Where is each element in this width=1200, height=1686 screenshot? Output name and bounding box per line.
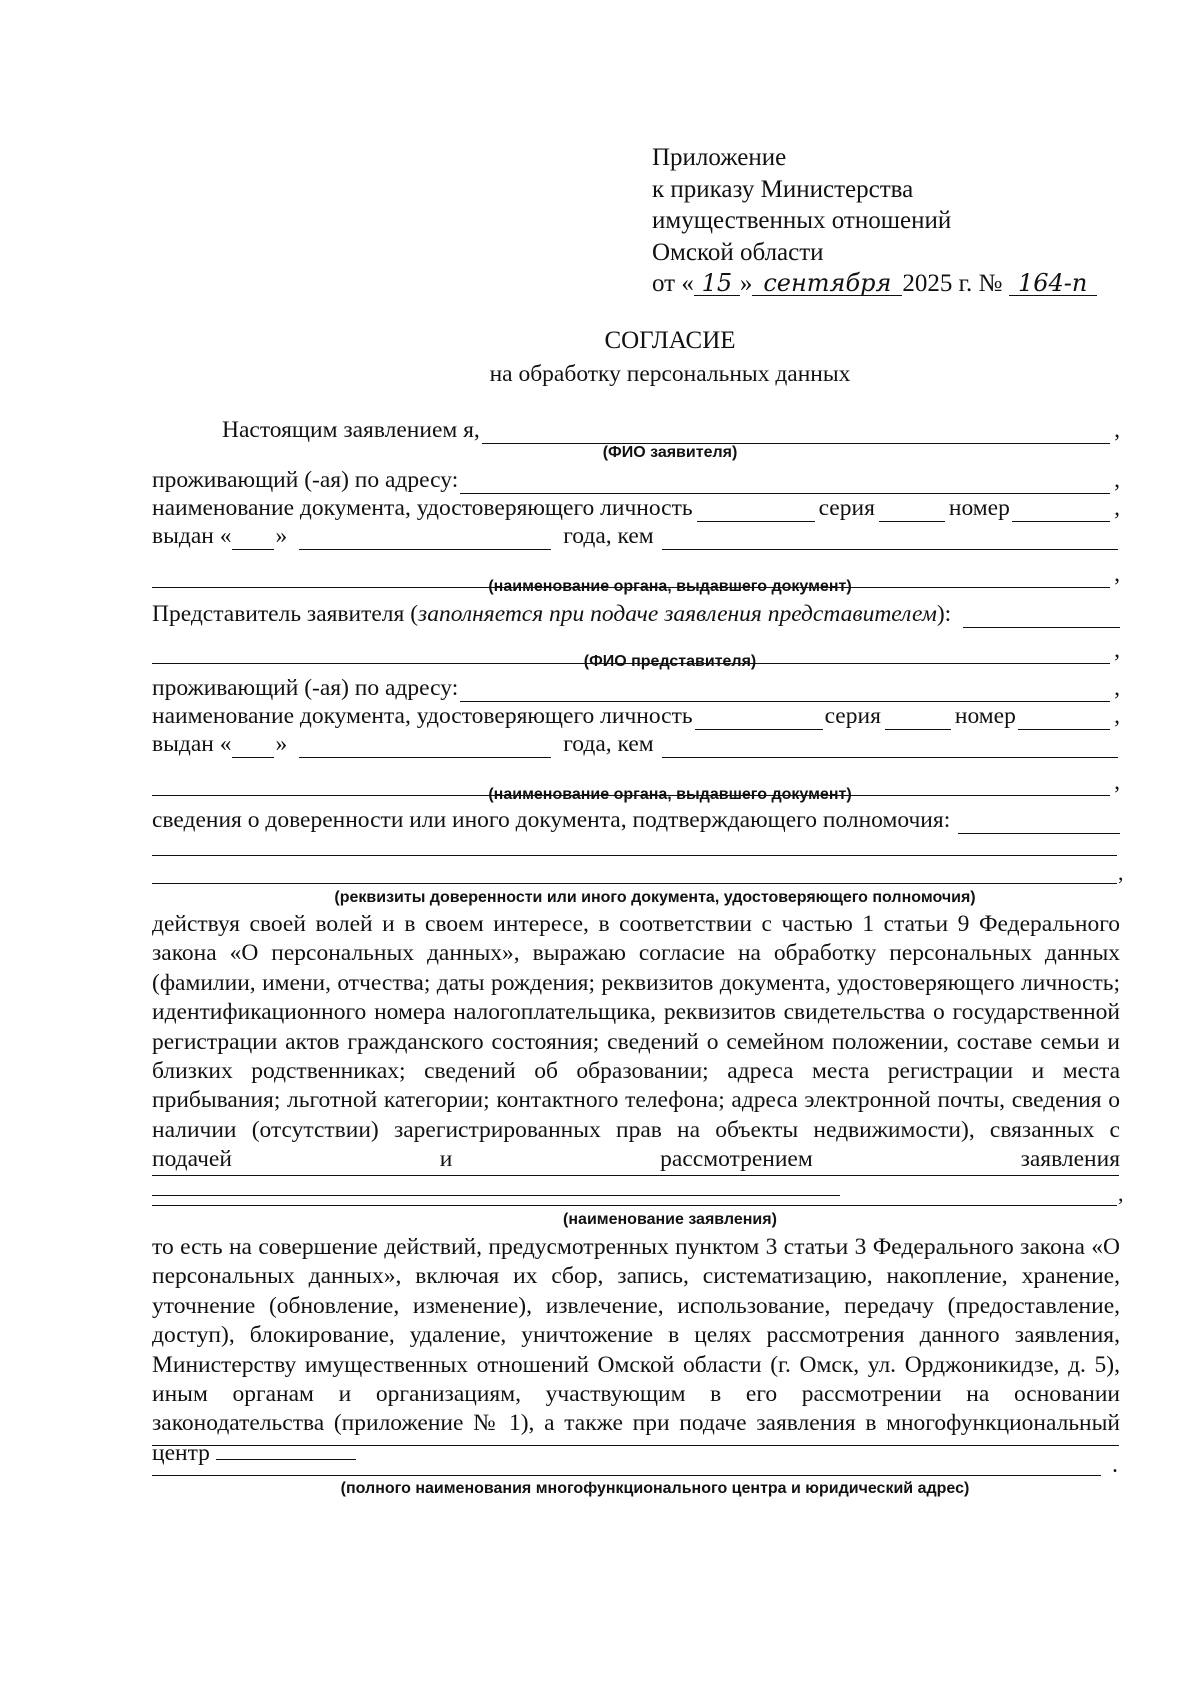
appendix-line-4: Омской области xyxy=(652,238,824,266)
applicant-issued-row xyxy=(152,522,1120,550)
comma: , xyxy=(1114,495,1120,521)
appendix-line-2: к приказу Министерства xyxy=(652,175,914,203)
applicant-issued-day-blank[interactable] xyxy=(232,527,274,550)
mfc-hint: (полного наименования многофункционального центра и юридический адрес) xyxy=(340,1480,970,1497)
comma: , xyxy=(1114,417,1120,443)
handwritten-month: сентября xyxy=(752,271,902,296)
appendix-block xyxy=(652,142,1097,300)
representative-number-label: номер xyxy=(954,703,1016,729)
consent-text: действуя своей волей и в своем интересе, в соответствии с частью 1 статьи 9 Федерального закона «О персональных данных», выражаю согласие на обработку персональных данных (фамилии, имени, отчества; даты рождения; реквизитов документа, удостоверяющего личность; идентификационного номера налогоплательщика, реквизитов свидетельства о государственной регистрации актов гражданского состояния; сведений о семейном положении, составе семьи и близких родственниках; сведений об образовании; адреса места регистрации и места прибывания; льготной категории; контактного телефона; адреса электронной почты, сведения о наличии (отсутствии) зарегистрированных прав на объекты недвижимости), связанных с подачей и рассмотрением заявления xyxy=(152,911,1120,1173)
applicant-fio-row xyxy=(152,416,1120,444)
representative-issued-row xyxy=(152,730,1120,758)
representative-label-italic: заполняется при подаче заявления представителем xyxy=(418,601,937,627)
representative-address-blank[interactable] xyxy=(460,679,1110,702)
applicant-number-label: номер xyxy=(948,495,1010,521)
representative-issued-quote: » xyxy=(275,731,288,757)
representative-label-suffix: ): xyxy=(936,601,952,627)
poa-blank[interactable] xyxy=(958,811,1120,834)
period: . xyxy=(1112,1452,1118,1478)
mfc-blank[interactable] xyxy=(216,1439,356,1460)
appendix-line-1: Приложение xyxy=(652,144,787,171)
application-line-2[interactable] xyxy=(152,1175,1119,1176)
representative-fio-hint: (ФИО представителя) xyxy=(583,653,757,670)
comma: , xyxy=(1114,769,1120,795)
applicant-address-blank[interactable] xyxy=(460,471,1110,494)
applicant-series-label: серия xyxy=(818,495,875,521)
applicant-issued-quote: » xyxy=(275,523,288,549)
applicant-address-label: проживающий (-ая) по адресу: xyxy=(152,467,459,493)
comma: , xyxy=(1114,703,1120,729)
appendix-line-3: имущественных отношений xyxy=(652,207,952,234)
application-name-blank[interactable] xyxy=(152,1175,840,1196)
comma: , xyxy=(1118,1181,1124,1206)
applicant-issued-label: выдан « xyxy=(152,523,232,549)
comma: , xyxy=(1114,561,1120,587)
document-title: СОГЛАСИЕ xyxy=(604,327,736,354)
poa-label: сведения о доверенности или иного документа, подтверждающего полномочия: xyxy=(152,807,951,833)
representative-issued-day-blank[interactable] xyxy=(232,735,274,758)
representative-doc-row xyxy=(152,702,1120,730)
poa-line-3[interactable] xyxy=(152,883,1117,884)
representative-label-prefix: Представитель заявителя ( xyxy=(152,601,419,627)
comma: , xyxy=(1114,637,1120,663)
applicant-doc-label: наименование документа, удостоверяющего личность xyxy=(152,495,693,521)
application-line-3[interactable] xyxy=(152,1205,1117,1206)
applicant-address-row xyxy=(152,466,1120,494)
representative-year-label: года, кем xyxy=(563,731,654,757)
mfc-line-2[interactable] xyxy=(152,1445,1119,1446)
applicant-number-blank[interactable] xyxy=(1012,499,1110,522)
consent-paragraph xyxy=(152,910,1120,1204)
applicant-fio-hint: (ФИО заявителя) xyxy=(602,444,738,461)
applicant-year-label: года, кем xyxy=(563,523,654,549)
representative-series-label: серия xyxy=(824,703,881,729)
applicant-issuer-blank[interactable] xyxy=(662,527,1118,550)
representative-issuer-blank[interactable] xyxy=(662,735,1118,758)
applicant-doc-blank[interactable] xyxy=(697,499,815,522)
application-hint: (наименование заявления) xyxy=(563,1211,777,1228)
mfc-line-3[interactable] xyxy=(152,1475,1101,1476)
actions-text: то есть на совершение действий, предусмотренных пунктом 3 статьи 3 Федерального закона «О персональных данных», включая их сбор, запись, систематизацию, накопление, хранение, уточнение (обновление, изменение), извлечение, использование, передачу (предоставление, доступ), блокирование, удаление, уничтожение в целях рассмотрения данного заявления, Министерству имущественных отношений Омской области (г. Омск, ул. Орджоникидзе, д. 5), иным органам и организациям, участвующим в его рассмотрении на основании законодательства (приложение № 1), а также при подаче заявления в многофункциональный центр xyxy=(152,1234,1120,1466)
document-subtitle: на обработку персональных данных xyxy=(489,361,851,387)
applicant-series-blank[interactable] xyxy=(879,499,945,522)
representative-address-label: проживающий (-ая) по адресу: xyxy=(152,675,459,701)
representative-blank[interactable] xyxy=(963,605,1120,628)
poa-line-2[interactable] xyxy=(152,855,1117,856)
poa-hint: (реквизиты доверенности или иного документа, удостоверяющего полномочия) xyxy=(334,889,976,906)
representative-address-row xyxy=(152,674,1120,702)
representative-doc-label: наименование документа, удостоверяющего личность xyxy=(152,703,693,729)
representative-doc-blank[interactable] xyxy=(695,707,823,730)
handwritten-order-number: 164-п xyxy=(1009,271,1097,296)
applicant-intro: Настоящим заявлением я, xyxy=(222,417,480,443)
comma: , xyxy=(1114,675,1120,701)
comma: , xyxy=(1114,467,1120,493)
appendix-date-line xyxy=(652,268,1097,300)
representative-issued-date-blank[interactable] xyxy=(299,735,551,758)
date-prefix: от « xyxy=(652,270,694,297)
representative-number-blank[interactable] xyxy=(1018,707,1110,730)
applicant-fio-blank[interactable] xyxy=(482,421,1110,444)
date-year: 2025 г. № xyxy=(902,270,1003,297)
representative-issued-label: выдан « xyxy=(152,731,232,757)
comma: , xyxy=(1118,860,1124,885)
handwritten-day: 15 xyxy=(694,271,740,296)
representative-org-hint: (наименование органа, выдавшего документ) xyxy=(488,786,852,803)
representative-series-blank[interactable] xyxy=(885,707,951,730)
date-quote: » xyxy=(739,270,753,297)
poa-row xyxy=(152,806,1120,834)
actions-paragraph xyxy=(152,1233,1120,1468)
applicant-issued-date-blank[interactable] xyxy=(299,527,551,550)
applicant-org-hint: (наименование органа, выдавшего документ) xyxy=(488,578,852,595)
applicant-doc-row xyxy=(152,494,1120,522)
representative-row xyxy=(152,600,1120,628)
